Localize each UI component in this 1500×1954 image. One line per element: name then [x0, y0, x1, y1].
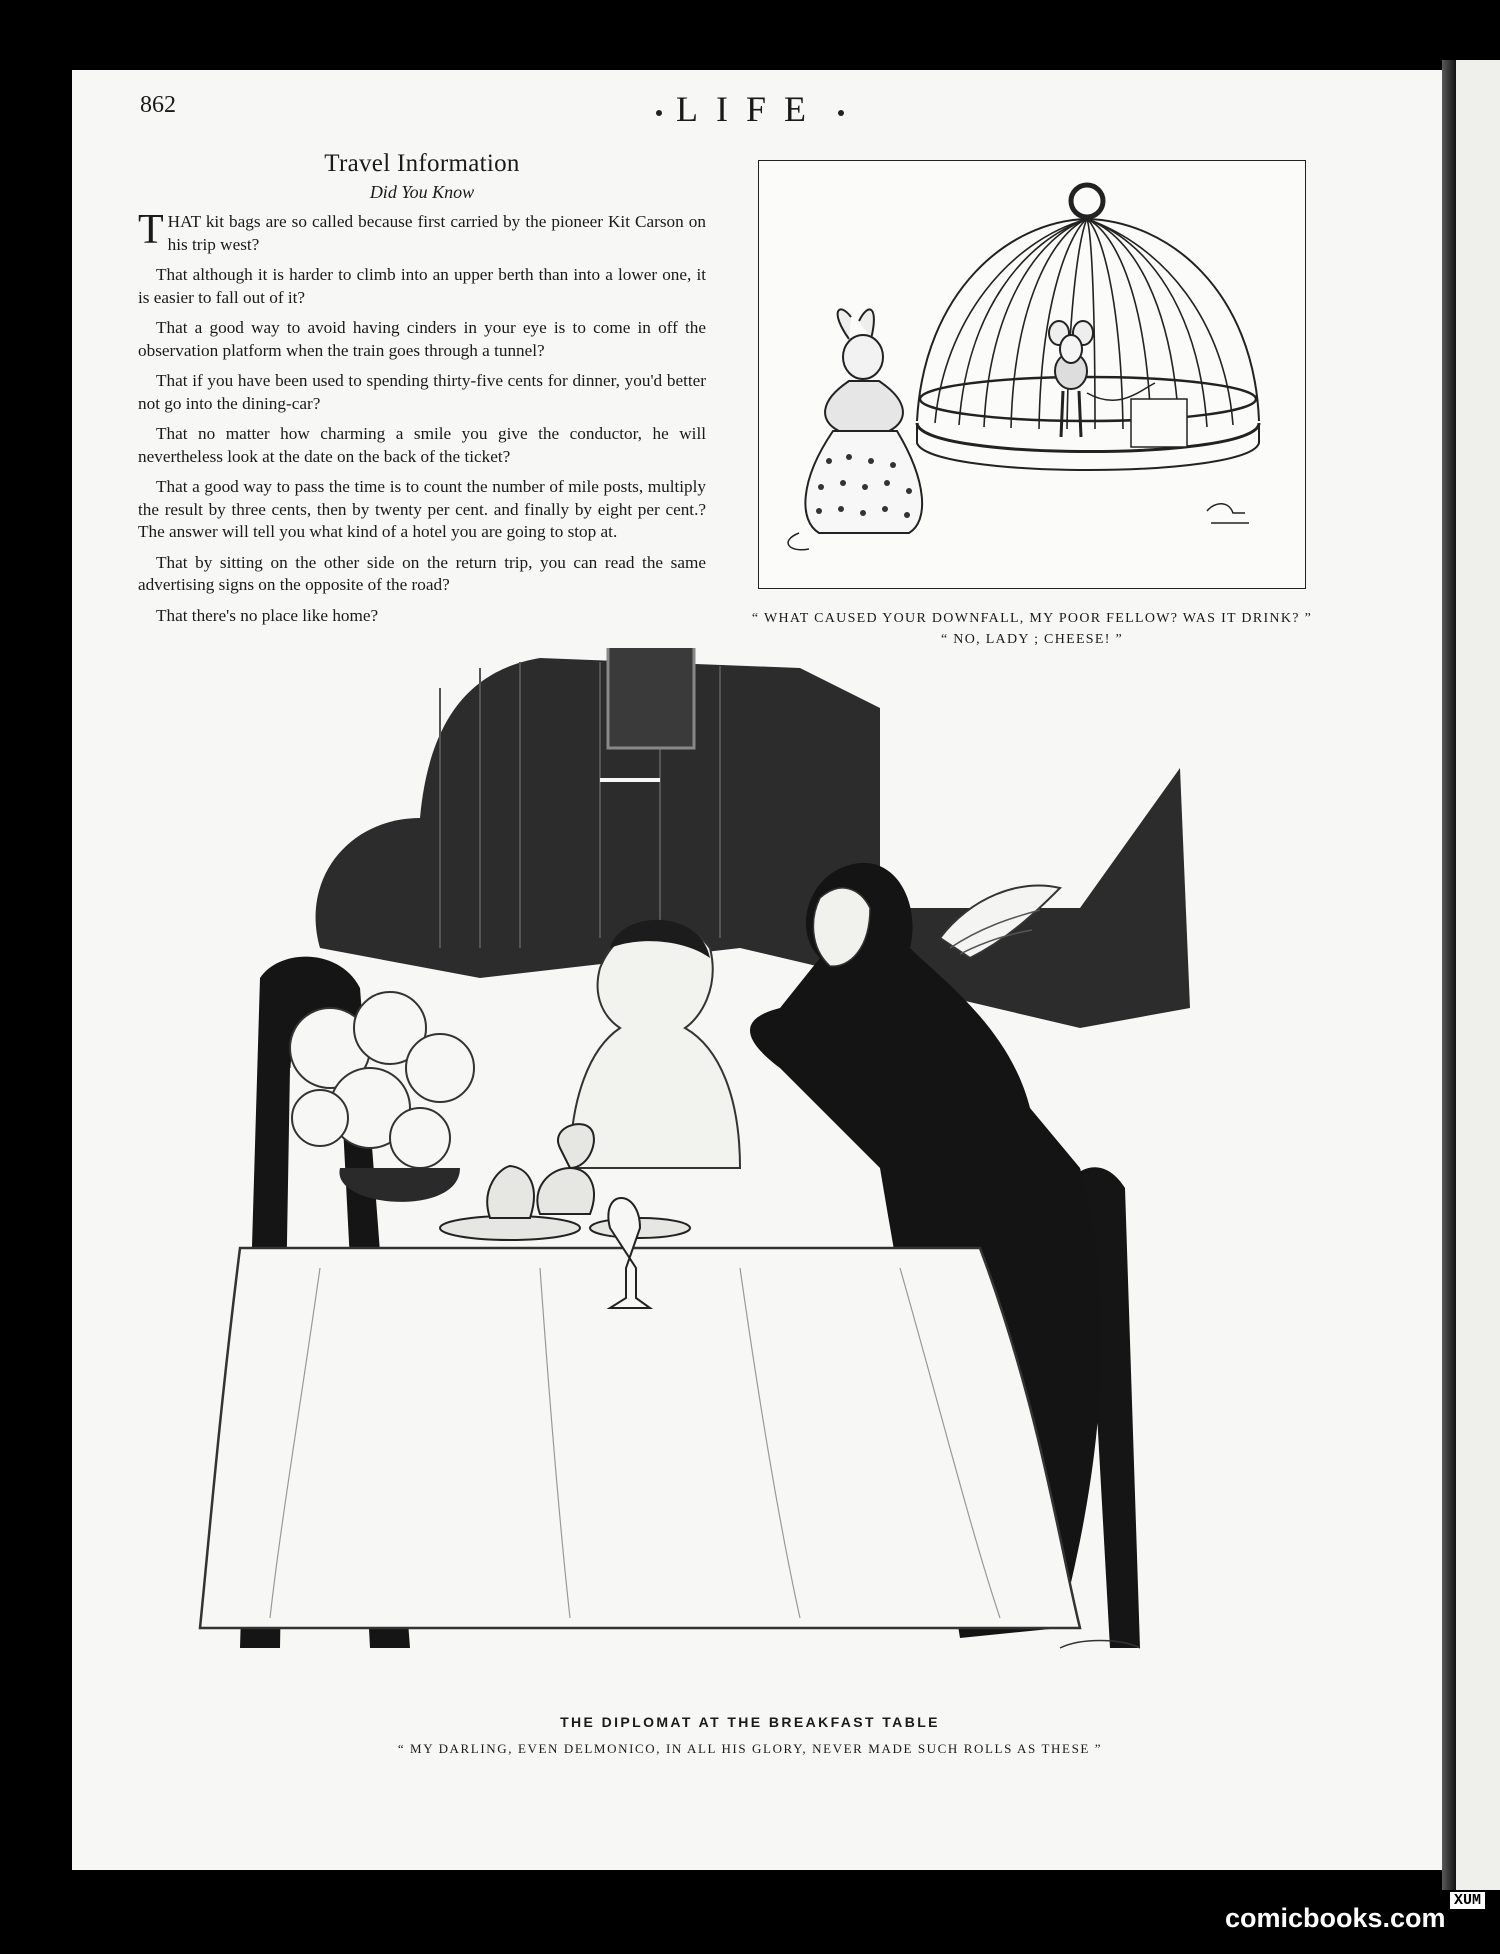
article-subtitle: Did You Know [369, 182, 475, 202]
watermark-site: comicbooks.com [1225, 1903, 1446, 1933]
site-watermark [1225, 1892, 1487, 1934]
masthead-dot-left [656, 110, 662, 116]
book-spine-shadow [1442, 60, 1456, 1890]
masthead [0, 88, 1500, 130]
article-paragraph: That a good way to avoid having cinders in your eye is to come in off the observation platform when the train goes through a tunnel? [138, 318, 706, 360]
mouse-cage-cartoon [758, 160, 1306, 589]
page-number: 862 [140, 92, 176, 118]
breakfast-table-illustration [180, 648, 1310, 1708]
caption-line: “ NO, LADY ; CHEESE! ” [940, 632, 1124, 647]
article-title: Travel Information [324, 150, 520, 177]
breakfast-scene [180, 648, 1310, 1708]
mouse-cage-caption [748, 608, 1316, 650]
illustration-caption: “ MY DARLING, EVEN DELMONICO, IN ALL HIS GLORY, NEVER MADE SUCH ROLLS AS THESE ” [397, 1741, 1103, 1756]
watermark-badge: XUM [1450, 1892, 1485, 1909]
mouse-cage-illustration [759, 161, 1305, 588]
masthead-title: LIFE [676, 89, 824, 129]
article-paragraph: That a good way to pass the time is to count the number of mile posts, multiply the result by three cents, then by twenty per cent. and finally by eight per cent.? The answer will tell you what kind of a hotel you are going to stop at. [138, 477, 706, 541]
article-paragraph [138, 207, 706, 256]
masthead-dot-right [838, 110, 844, 116]
caption-line: “ WHAT CAUSED YOUR DOWNFALL, MY POOR FELLOW? WAS IT DRINK? ” [751, 611, 1313, 626]
article-paragraph: That there's no place like home? [156, 605, 379, 625]
travel-information-article [138, 150, 706, 635]
drop-cap: T [138, 207, 164, 253]
article-paragraph: That no matter how charming a smile you give the conductor, he will nevertheless look at the date on the back of the ticket? [138, 424, 706, 466]
article-paragraph: That although it is harder to climb into an upper berth than into a lower one, it is easier to fall out of it? [138, 265, 706, 307]
article-paragraph: That by sitting on the other side on the return trip, you can read the same advertising signs on the opposite of the road? [138, 552, 706, 594]
article-paragraph: That if you have been used to spending thirty-five cents for dinner, you'd better not go into the dining-car? [138, 371, 706, 413]
next-page-edge [1456, 60, 1500, 1890]
illustration-title: THE DIPLOMAT AT THE BREAKFAST TABLE [560, 1714, 940, 1730]
article-paragraph-text: HAT kit bags are so called because first carried by the pioneer Kit Carson on his trip west? [167, 212, 706, 254]
